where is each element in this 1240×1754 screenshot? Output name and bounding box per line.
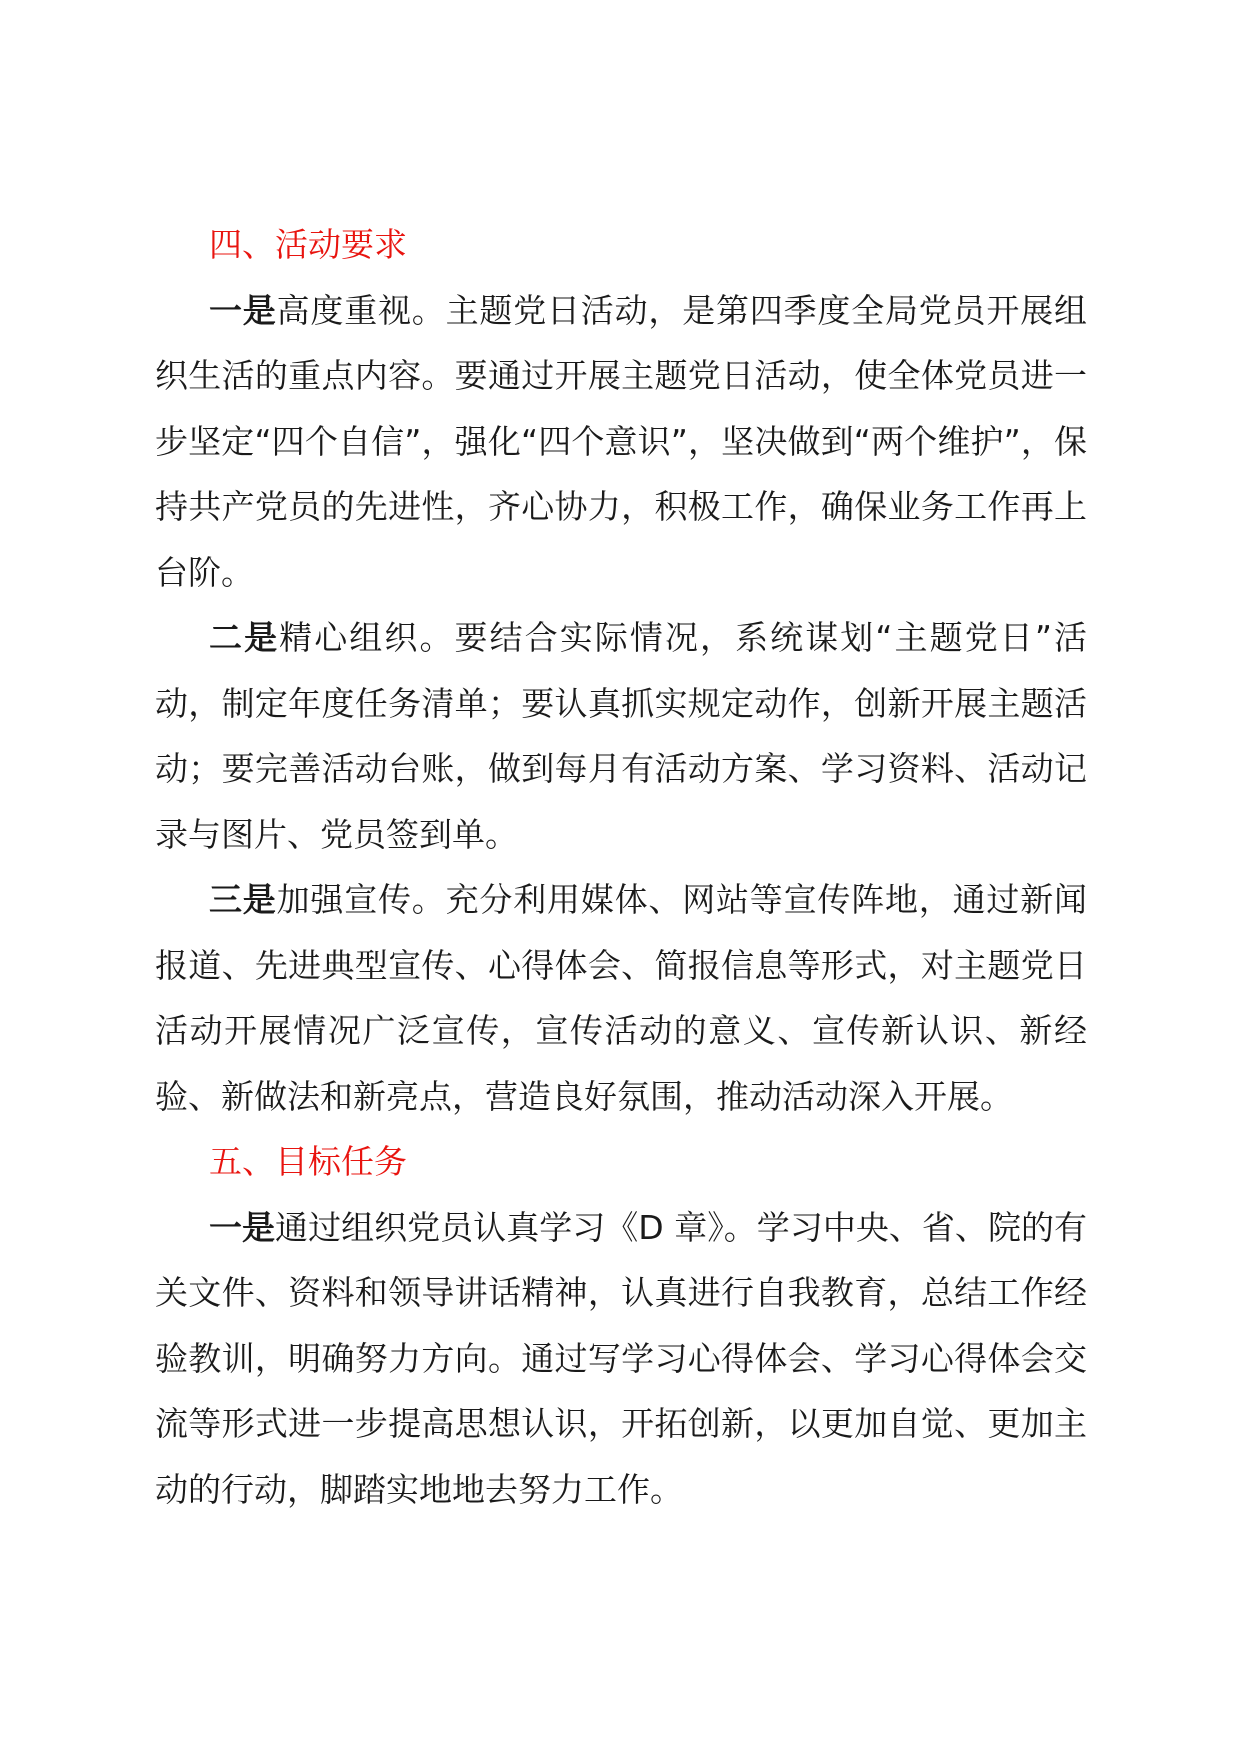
- paragraph-text: 通过组织党员认真学习《D 章》。学习中央、省、院的有关文件、资料和领导讲话精神，认真进行自我教育，总结工作经验教训，明确努力方向。通过写学习心得体会、学习心得体会交流等形式进一步提高思想认识，开拓创新，以更加自觉、更加主动的行动，脚踏实地地去努力工作。: [155, 1207, 1087, 1509]
- paragraph-lead: 一是: [209, 290, 277, 330]
- paragraph-lead: 三是: [209, 880, 277, 919]
- paragraph-strengthen-publicity: [155, 867, 1087, 1129]
- paragraph-text: 加强宣传。充分利用媒体、网站等宣传阵地，通过新闻报道、先进典型宣传、心得体会、简报信息等形式，对主题党日活动开展情况广泛宣传，宣传活动的意义、宣传新认识、新经验、新做法和新亮点，营造良好氛围，推动活动深入开展。: [155, 880, 1088, 1116]
- paragraph-text: 高度重视。主题党日活动，是第四季度全局党员开展组织生活的重点内容。要通过开展主题党日活动，使全体党员进一步坚定“四个自信”，强化“四个意识”，坚决做到“两个维护”，保持共产党员的先进性，齐心协力，积极工作，确保业务工作再上台阶。: [155, 290, 1088, 592]
- section-heading-goals-tasks: 五、目标任务: [209, 1142, 407, 1181]
- paragraph-study-charter: [155, 1195, 1087, 1523]
- paragraph-high-attention: [155, 278, 1087, 606]
- paragraph-lead: 二是: [209, 618, 280, 657]
- paragraph-text: 精心组织。要结合实际情况，系统谋划“主题党日”活动，制定年度任务清单；要认真抓实规定动作，创新开展主题活动；要完善活动台账，做到每月有活动方案、学习资料、活动记录与图片、党员签到单。: [155, 618, 1088, 854]
- document-body: [155, 212, 1087, 1522]
- section-heading-activity-requirements: 四、活动要求: [209, 225, 407, 264]
- paragraph-lead: 一是: [209, 1207, 276, 1247]
- paragraph-careful-organization: [155, 605, 1087, 867]
